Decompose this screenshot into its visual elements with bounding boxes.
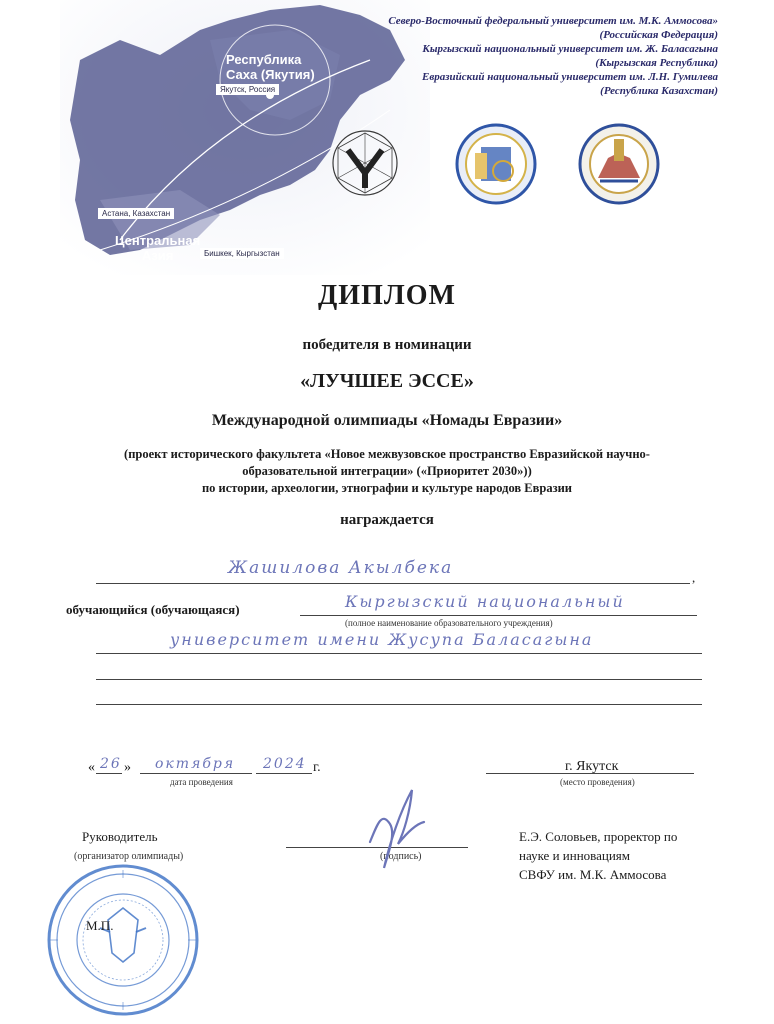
university-3-name: Евразийский национальный университет им. Л.Н. Гумилева xyxy=(422,71,718,83)
name-comma: , xyxy=(692,570,696,585)
place-value: г. Якутск xyxy=(565,759,619,774)
month-line xyxy=(140,773,252,774)
university-1-name: Северо-Восточный федеральный университет им. М.К. Аммосова» xyxy=(388,15,718,27)
event-name: Международной олимпиады «Номады Евразии» xyxy=(211,412,563,429)
date-year: 2024 xyxy=(263,756,307,772)
official-stamp xyxy=(38,858,208,1018)
signer-line-3: СВФУ им. М.К. Аммосова xyxy=(519,867,667,882)
map-region-south: Центральная Азия xyxy=(115,233,201,263)
day-line xyxy=(96,773,122,774)
project-line-2: образовательной интеграции» («Приоритет 2030»)) xyxy=(242,464,532,478)
university-2-name: Кыргызский национальный университет им. Ж. Баласагына xyxy=(422,43,718,55)
nomination-title: «ЛУЧШЕЕ ЭССЕ» xyxy=(300,370,474,392)
institution-hint: (полное наименование образовательного учреждения) xyxy=(345,618,553,628)
subjects-line: по истории, археологии, этнографии и культуре народов Евразии xyxy=(201,481,572,495)
signer-line-1: Е.Э. Соловьев, проректор по xyxy=(519,829,678,844)
role-label: Руководитель xyxy=(82,829,158,844)
institution-text-2: университет имени Жусупа Баласагына xyxy=(170,630,594,649)
university-2-country: (Кыргызская Республика) xyxy=(595,57,718,69)
stamp-label: М.П. xyxy=(86,918,114,933)
name-line xyxy=(96,583,690,584)
signature-mark xyxy=(360,782,430,872)
date-open-quote: « xyxy=(88,760,95,775)
date-close-quote: » xyxy=(124,760,131,775)
enu-emblem-icon xyxy=(578,123,660,205)
institution-line-2 xyxy=(96,653,702,654)
date-month: октября xyxy=(155,756,236,772)
date-year-suffix: г. xyxy=(313,760,321,775)
knu-emblem-icon xyxy=(455,123,537,205)
signature-label: (подпись) xyxy=(380,851,422,862)
institution-text-1: Кыргызский национальный xyxy=(345,592,625,611)
blank-line-1 xyxy=(96,679,702,680)
map-city-astana: Астана, Казахстан xyxy=(98,208,174,219)
map-region-north: Республика Саха (Якутия) xyxy=(226,52,315,82)
place-line xyxy=(486,773,694,774)
place-label: (место проведения) xyxy=(560,777,635,787)
blank-line-2 xyxy=(96,704,702,705)
signer-line-2: науке и инновациям xyxy=(519,848,631,863)
university-3-country: (Республика Казахстан) xyxy=(600,85,718,97)
date-label: дата проведения xyxy=(170,777,233,787)
project-line-1: (проект исторического факультета «Новое межвузовское пространство Евразийской научно- xyxy=(124,447,650,461)
map-city-north: Якутск, Россия xyxy=(216,84,279,95)
date-day: 26 xyxy=(100,756,122,772)
awarded-label: награждается xyxy=(340,512,434,528)
role-hint: (организатор олимпиады) xyxy=(74,851,184,862)
year-line xyxy=(256,773,312,774)
recipient-name: Жашилова Акылбека xyxy=(228,558,454,578)
diploma-title: ДИПЛОМ xyxy=(318,280,456,311)
diploma-subtitle: победителя в номинации xyxy=(302,337,472,353)
institution-line-1 xyxy=(300,615,697,616)
university-1-country: (Российская Федерация) xyxy=(599,29,718,41)
map-city-bishkek: Бишкек, Кыргызстан xyxy=(200,248,284,259)
student-label: обучающийся (обучающаяся) xyxy=(66,602,240,617)
diamond-emblem-icon xyxy=(330,128,400,198)
